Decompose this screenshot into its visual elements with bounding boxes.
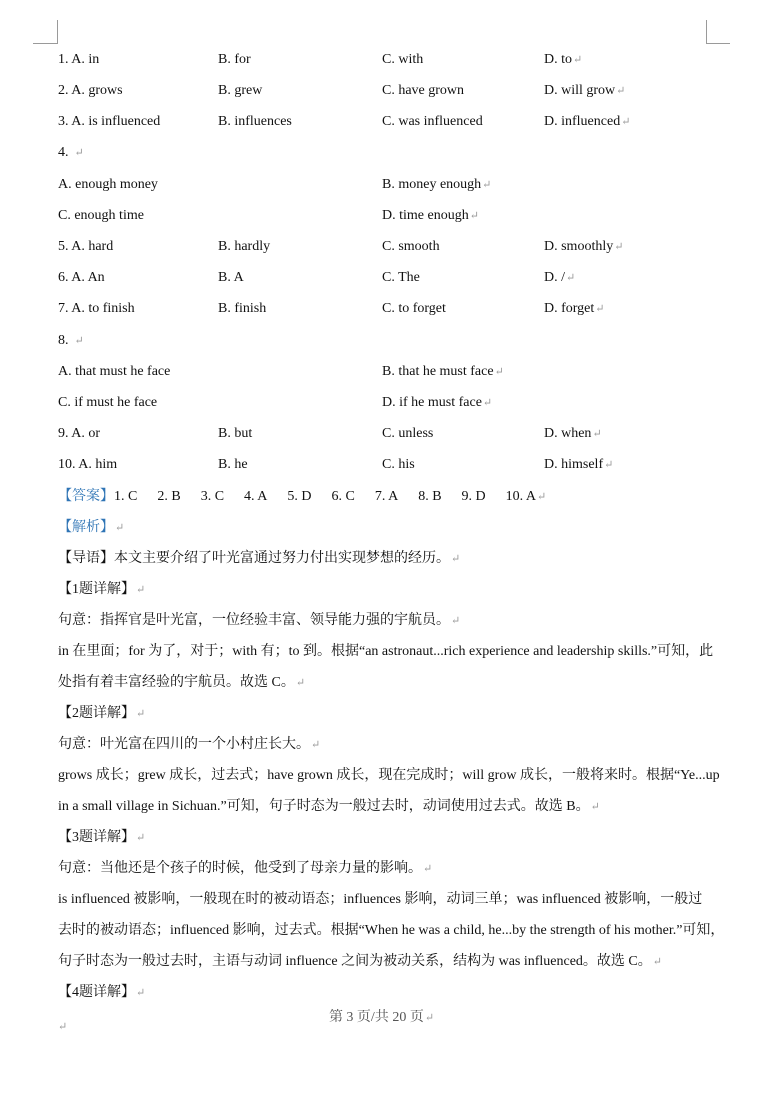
detail-1-explanation-line-2	[58, 667, 708, 698]
option-a: A. enough money	[58, 177, 158, 192]
option-b: B. influences	[218, 114, 292, 129]
detail-2-explanation-line-2	[58, 791, 708, 822]
detail-3-explanation-line-1: is influenced 被影响，一般现在时的被动语态；influences 影响，动词三单；was influenced 被影响，一般过	[58, 892, 703, 907]
answer-label: 【答案】	[58, 489, 114, 504]
answer-item: 3. C	[200, 489, 225, 504]
return-mark-icon: ↵	[573, 54, 583, 66]
return-mark-icon: ↵	[74, 335, 84, 347]
answer-item: 8. B	[418, 489, 442, 504]
option-d-text: D. time enough	[382, 208, 469, 223]
option-c: C. enough time	[58, 208, 144, 223]
option-a: 6. A. An	[58, 270, 105, 285]
option-c: C. was influenced	[382, 114, 483, 129]
option-d	[544, 454, 613, 476]
option-c: C. unless	[382, 426, 434, 441]
page-footer	[0, 1006, 763, 1026]
analysis-heading-line	[58, 512, 708, 543]
option-a: 1. A. in	[58, 52, 100, 67]
corner-mark-top-left-vertical	[57, 20, 58, 44]
option-d-text: D. when	[544, 426, 592, 441]
question-10-options	[58, 454, 718, 476]
option-c: C. with	[382, 52, 424, 67]
detail-2-explanation-text: in a small village in Sichuan.”可知，句子时态为一般过去时，动词使用过去式。故选 B。	[58, 799, 590, 814]
question-8-options-row-1	[58, 361, 718, 383]
return-mark-icon: ↵	[592, 428, 602, 440]
answer-item: 9. D	[461, 489, 486, 504]
return-mark-icon: ↵	[595, 303, 605, 315]
return-mark-icon: ↵	[136, 584, 146, 596]
question-4-options-row-1	[58, 174, 718, 196]
option-b-text: B. money enough	[382, 177, 482, 192]
option-d	[544, 111, 630, 133]
corner-mark-top-left-horizontal	[33, 43, 57, 44]
intro-line	[58, 543, 708, 574]
return-mark-icon: ↵	[74, 147, 84, 159]
option-a: 2. A. grows	[58, 83, 123, 98]
option-d-text: D. to	[544, 52, 572, 67]
return-mark-icon: ↵	[295, 677, 306, 689]
option-d-text: D. /	[544, 270, 565, 285]
option-c: C. if must he face	[58, 395, 158, 410]
return-mark-icon: ↵	[621, 116, 631, 128]
detail-4-title: 【4题详解】	[58, 985, 135, 1000]
intro-text: 【导语】本文主要介绍了叶光富通过努力付出实现梦想的经历。	[58, 551, 450, 566]
return-mark-icon: ↵	[451, 553, 461, 565]
answer-item: 2. B	[157, 489, 181, 504]
return-mark-icon: ↵	[136, 708, 146, 720]
return-mark-icon: ↵	[136, 987, 146, 999]
question-number	[58, 142, 84, 164]
detail-3-title-line	[58, 822, 708, 853]
return-mark-icon: ↵	[451, 615, 461, 627]
option-a: 7. A. to finish	[58, 301, 135, 316]
return-mark-icon: ↵	[424, 1012, 435, 1024]
option-d	[544, 267, 575, 289]
return-mark-icon: ↵	[652, 956, 662, 968]
option-b: B. grew	[218, 83, 263, 98]
option-b: B. for	[218, 52, 251, 67]
page-number: 第 3 页/共 20 页	[328, 1010, 424, 1025]
return-mark-icon: ↵	[115, 522, 125, 534]
question-number-text: 8.	[58, 333, 69, 348]
question-8-number	[58, 330, 718, 352]
detail-3-meaning-line	[58, 853, 708, 884]
option-d-text: D. will grow	[544, 83, 616, 98]
detail-2-explanation-line-1: grows 成长；grew 成长，过去式；have grown 成长，现在完成时；will grow 成长，一般将来时。根据“Ye...up	[58, 768, 720, 783]
question-number	[58, 330, 84, 352]
answer-item: 7. A	[374, 489, 399, 504]
option-d	[544, 80, 625, 102]
option-b: B. finish	[218, 301, 267, 316]
detail-1-title-line	[58, 574, 708, 605]
question-7-options	[58, 298, 718, 320]
return-mark-icon: ↵	[566, 272, 576, 284]
return-mark-icon: ↵	[469, 210, 479, 222]
detail-1-explanation-text: 处指有着丰富经验的宇航员。故选 C。	[58, 675, 295, 690]
detail-3-explanation-line-3	[58, 946, 708, 977]
detail-2-title-line	[58, 698, 708, 729]
option-c: C. The	[382, 270, 420, 285]
option-a: 3. A. is influenced	[58, 114, 161, 129]
answer-key-line	[58, 481, 708, 512]
return-mark-icon: ↵	[482, 179, 492, 191]
option-b: B. hardly	[218, 239, 271, 254]
option-d	[544, 423, 602, 445]
return-mark-icon: ↵	[482, 397, 493, 409]
detail-2-meaning: 句意：叶光富在四川的一个小村庄长大。	[58, 737, 310, 752]
option-b: B. but	[218, 426, 253, 441]
option-d-text: D. forget	[544, 301, 595, 316]
option-d	[544, 49, 582, 71]
question-8-options-row-2	[58, 392, 718, 414]
question-2-options	[58, 80, 718, 102]
option-d	[382, 205, 479, 227]
detail-4-title-line	[58, 977, 708, 1008]
return-mark-icon: ↵	[423, 863, 433, 875]
return-mark-icon: ↵	[590, 801, 600, 813]
option-b	[382, 361, 504, 383]
option-d-text: D. himself	[544, 457, 604, 472]
option-a: A. that must he face	[58, 364, 171, 379]
option-b	[382, 174, 491, 196]
question-4-options-row-2	[58, 205, 718, 227]
return-mark-icon: ↵	[616, 85, 626, 97]
option-c: C. his	[382, 457, 415, 472]
option-b: B. he	[218, 457, 248, 472]
option-c: C. to forget	[382, 301, 446, 316]
return-mark-icon: ↵	[494, 366, 504, 378]
detail-3-meaning: 句意：当他还是个孩子的时候，他受到了母亲力量的影响。	[58, 861, 422, 876]
return-mark-icon: ↵	[136, 832, 146, 844]
detail-1-title: 【1题详解】	[58, 582, 135, 597]
option-d	[544, 298, 605, 320]
option-b-text: B. that he must face	[382, 364, 494, 379]
return-mark-icon: ↵	[311, 739, 321, 751]
option-b: B. A	[218, 270, 244, 285]
answer-item: 10. A	[505, 489, 536, 504]
return-mark-icon: ↵	[537, 491, 547, 503]
answer-item: 5. D	[287, 489, 312, 504]
detail-2-title: 【2题详解】	[58, 706, 135, 721]
detail-3-explanation-line-2: 去时的被动语态；influenced 影响，过去式。根据“When he was a child, he...by the strength of his mother.”可知，	[58, 923, 725, 938]
return-mark-icon: ↵	[604, 459, 614, 471]
question-9-options	[58, 423, 718, 445]
question-number-text: 4.	[58, 145, 69, 160]
option-a: 10. A. him	[58, 457, 118, 472]
answer-item: 6. C	[331, 489, 355, 504]
return-mark-icon: ↵	[614, 241, 624, 253]
corner-mark-top-right-vertical	[706, 20, 707, 44]
end-paragraph-mark-icon: ↵	[58, 1021, 68, 1033]
option-d	[382, 392, 492, 414]
detail-3-explanation-text: 句子时态为一般过去时，主语与动词 influence 之间为被动关系，结构为 was influenced。故选 C。	[58, 954, 652, 969]
detail-3-title: 【3题详解】	[58, 830, 135, 845]
detail-1-explanation-line-1: in 在里面；for 为了，对于；with 有；to 到。根据“an astronaut...rich experience and leadership skills.”可知，此	[58, 644, 714, 659]
option-c: C. smooth	[382, 239, 440, 254]
option-a: 9. A. or	[58, 426, 100, 441]
question-6-options	[58, 267, 718, 289]
answer-item: 4. A	[244, 489, 268, 504]
option-d-text: D. smoothly	[544, 239, 614, 254]
answer-item: 1. C	[114, 489, 138, 504]
option-d-text: D. if he must face	[382, 395, 482, 410]
question-5-options	[58, 236, 718, 258]
detail-1-meaning-line	[58, 605, 708, 636]
question-3-options	[58, 111, 718, 133]
option-c: C. have grown	[382, 83, 465, 98]
question-1-options	[58, 49, 718, 71]
option-d	[544, 236, 623, 258]
answer-and-analysis	[58, 481, 725, 1008]
analysis-label: 【解析】	[58, 520, 114, 535]
question-4-number	[58, 142, 718, 164]
option-d-text: D. influenced	[544, 114, 621, 129]
detail-1-meaning: 句意：指挥官是叶光富，一位经验丰富、领导能力强的宇航员。	[58, 613, 450, 628]
corner-mark-top-right-horizontal	[706, 43, 730, 44]
option-a: 5. A. hard	[58, 239, 114, 254]
detail-2-meaning-line	[58, 729, 708, 760]
